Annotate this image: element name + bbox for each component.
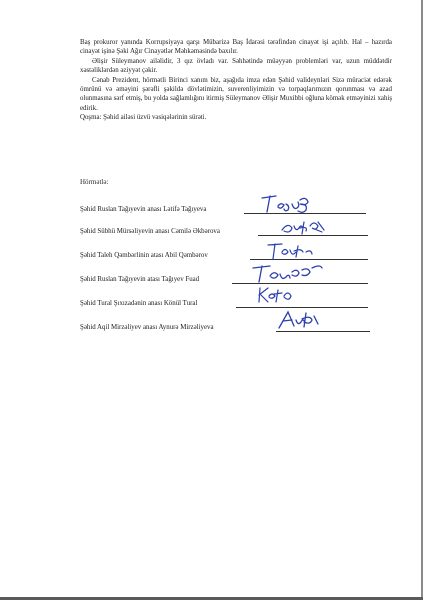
signature-row [80, 196, 380, 216]
handwritten-signature-icon [256, 284, 296, 308]
letter-body [80, 38, 392, 123]
handwritten-signature-icon [250, 262, 330, 286]
paragraph-attachment: Qoşma: Şəhid ailəsi üzvü vəsiqələrinin sürəti. [80, 114, 207, 122]
signatory-name: Şəhid Ruslan Tağıyevin atası Tağıyev Fuad [80, 276, 200, 283]
signature-row [80, 218, 380, 238]
handwritten-signature-icon [276, 308, 322, 332]
signatory-name: Şəhid Ruslan Tağıyevin anası Lətifə Tağıyeva [80, 206, 207, 213]
handwritten-signature-icon [264, 240, 324, 262]
paragraph-appeal: Cənab Prezident, hörmətli Birinci xanım biz, aşağıda imza edən Şəhid valideynləri Sizə müraciət edərək ömrünü və əməyini şərəfli şəkildə dövlətimizin, suverenliyimizin və torpaqlarımızın qorunması və azad olunmasına sərf etmiş, bu yolda sağlamlığını itirmiş Süleymanov Əlişir Muxibbi oğluna kömək etməyinizi xahiş edirik. [80, 76, 392, 112]
signatory-name: Şəhid Sübhü Mürsəliyevin anası Cəmilə Əkbərova [80, 228, 220, 235]
signature-row [80, 242, 380, 262]
closing-greeting: Hörmətlə: [80, 178, 109, 186]
signatory-name: Şəhid Tural Şıxızadənin anası Könül Tural [80, 300, 198, 307]
signature-row [80, 314, 380, 334]
signature-row [80, 266, 380, 286]
handwritten-signature-icon [278, 216, 338, 238]
paragraph-case-info: Baş prokuror yanında Korrupsiyaya qarşı Mübarizə Baş İdarəsi tərəfindən cinayət işi açılıb. Hal – hazırda cinayət işinə Şəki Ağır Cinayətlər Məhkəməsində baxılır. [80, 39, 392, 56]
signature-row [80, 290, 380, 310]
handwritten-signature-icon [258, 192, 328, 216]
paragraph-family-info: Əlişir Süleymanov ailəlidir, 3 qız övladı var. Səhhətində müəyyən problemləri var, uzun müddətdir xəstəliklərdən əziyyət çəkir. [80, 57, 392, 75]
signatory-name: Şəhid Aqil Mirzəliyev anası Aynurə Mirzəliyeva [80, 324, 214, 331]
signatory-name: Şəhid Taleh Qəmbərlinin atası Abil Qəmbərov [80, 252, 208, 259]
